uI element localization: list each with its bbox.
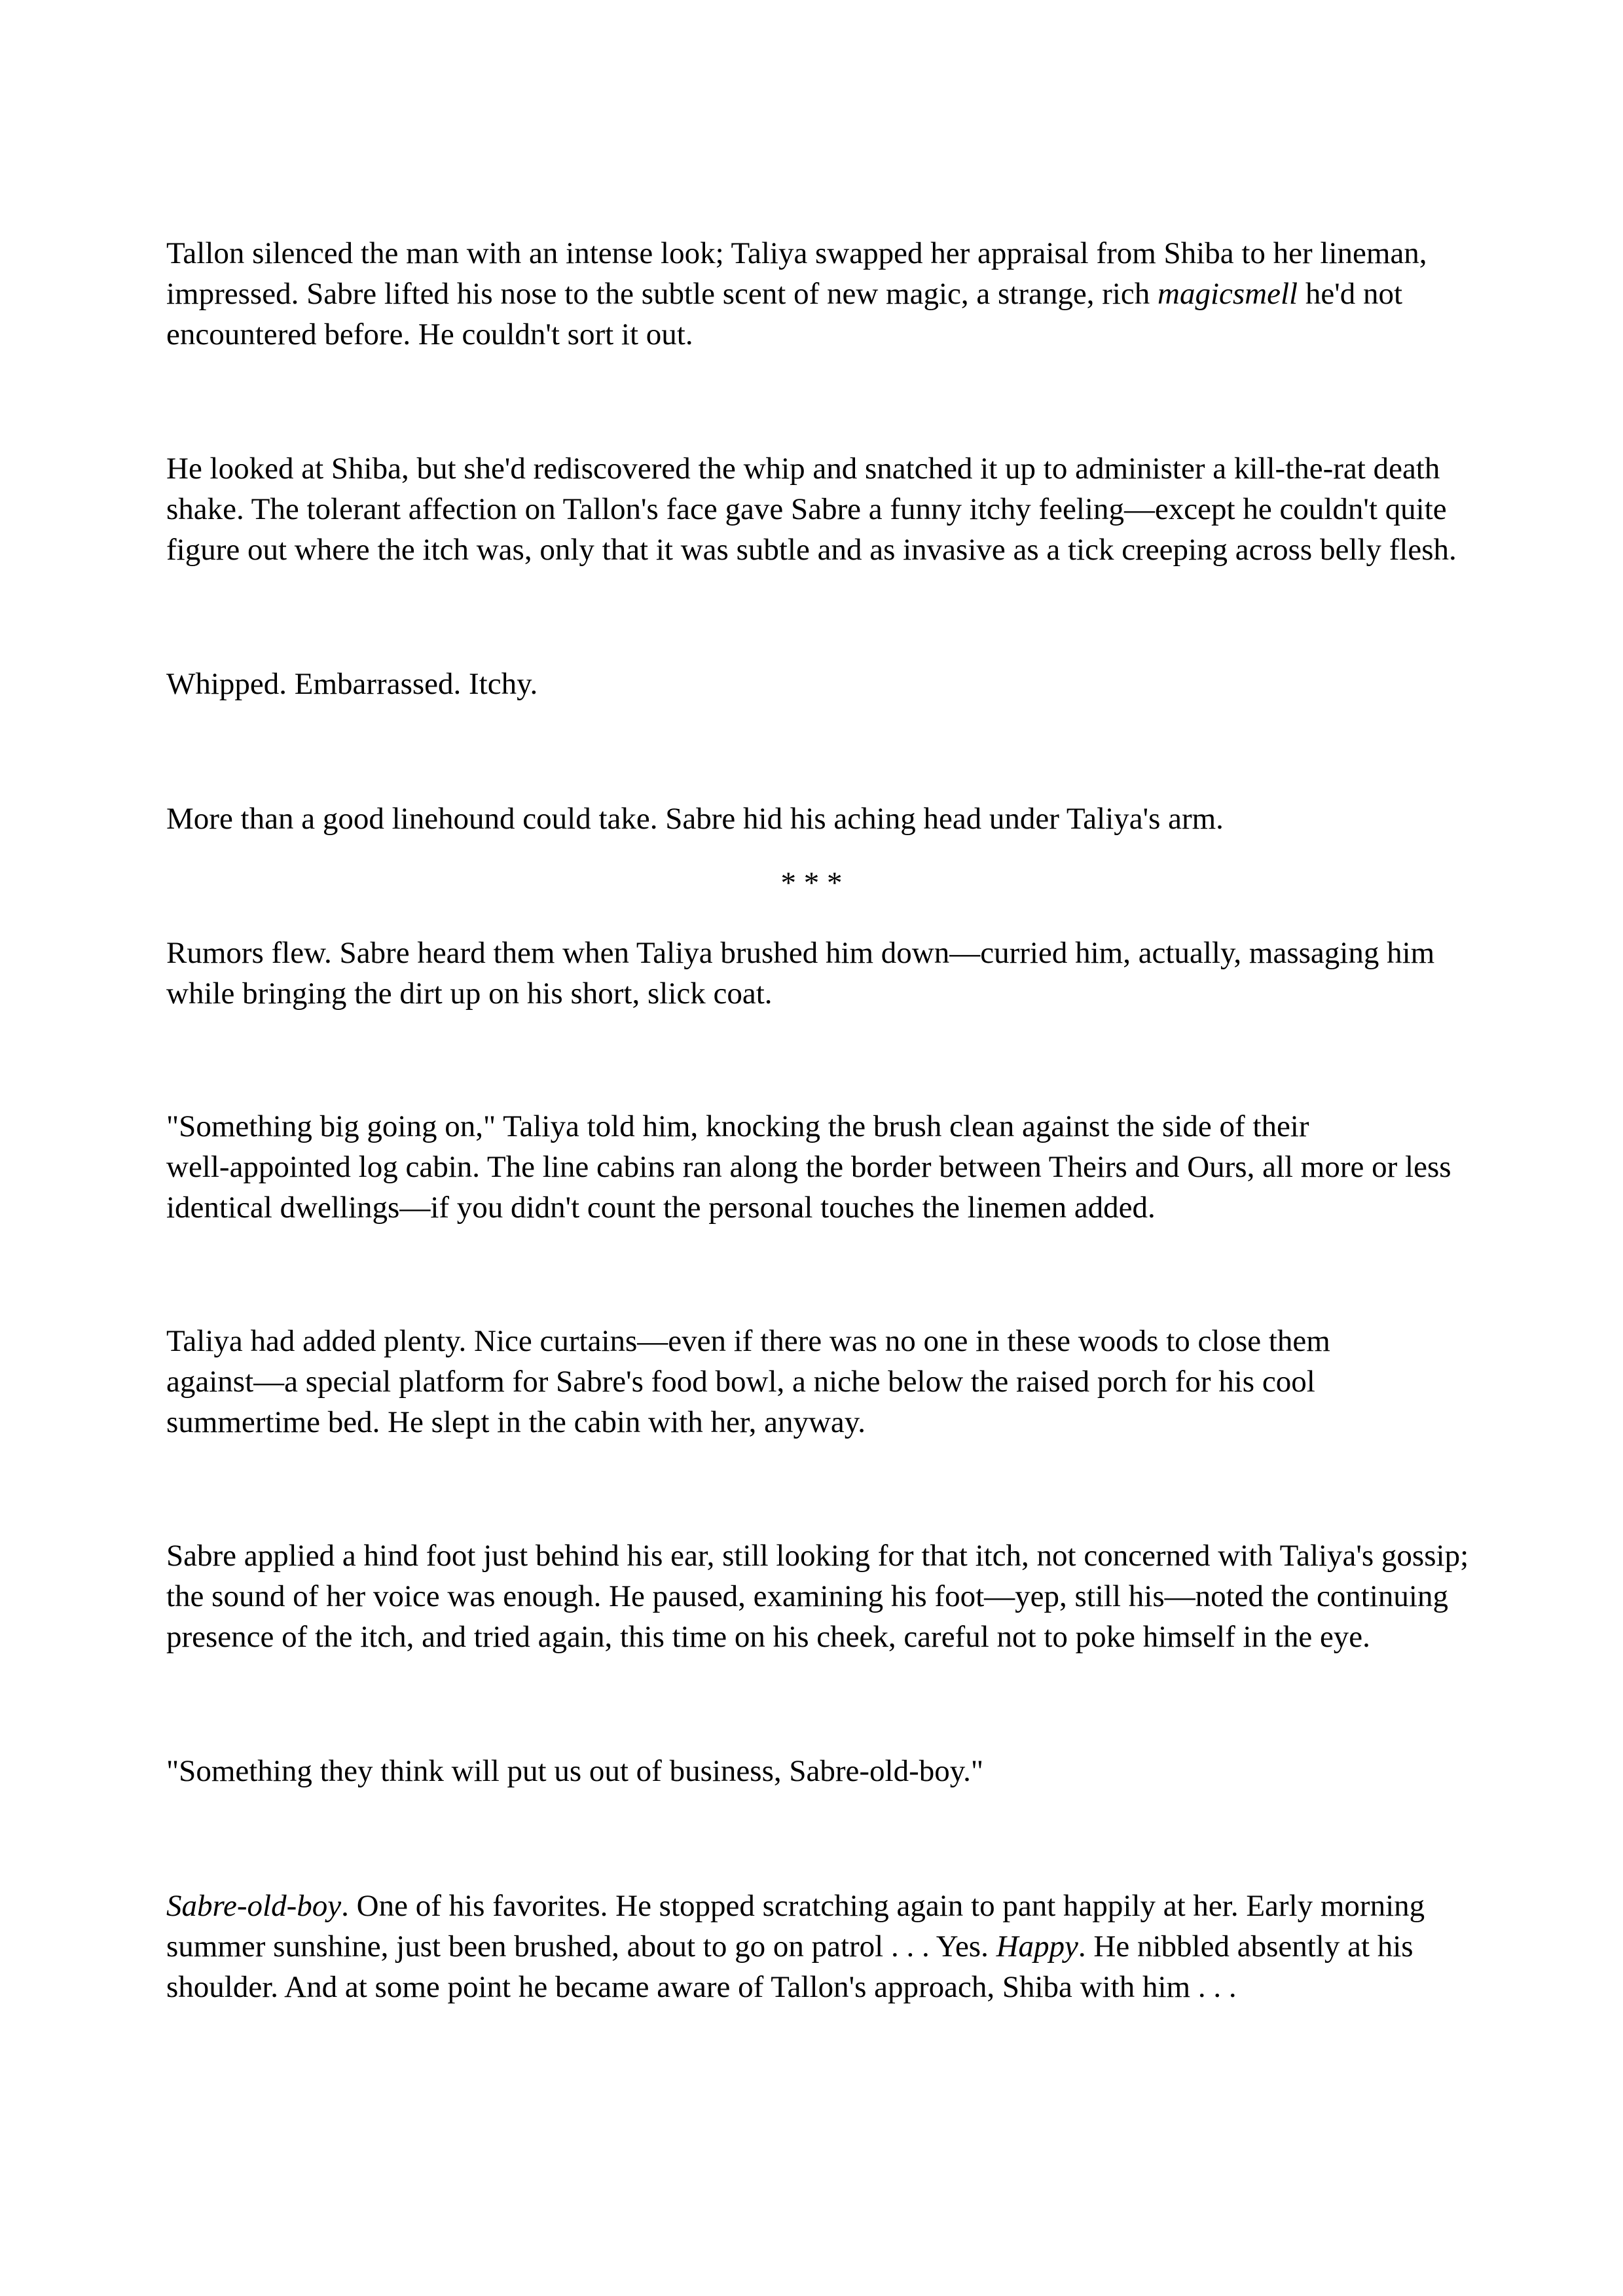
paragraph-3 xyxy=(166,664,1469,704)
italic-text: Happy xyxy=(996,1929,1078,1964)
paragraph-10 xyxy=(166,1886,1469,2007)
text-line: summertime bed. He slept in the cabin with her, anyway. xyxy=(166,1405,866,1439)
text-line: against—a special platform for Sabre's food bowl, a niche below the raised porch for his cool xyxy=(166,1365,1315,1399)
text-line: More than a good linehound could take. Sabre hid his aching head under Taliya's arm. xyxy=(166,802,1224,836)
text-line: "Something big going on," Taliya told him, knocking the brush clean against the side of their xyxy=(166,1109,1309,1143)
text-line: Rumors flew. Sabre heard them when Taliya brushed him down—curried him, actually, massaging him xyxy=(166,936,1435,970)
text-line: impressed. Sabre lifted his nose to the subtle scent of new magic, a strange, rich magicsmell he'd not xyxy=(166,277,1402,311)
paragraph-6 xyxy=(166,1106,1469,1228)
text-line: Sabre-old-boy. One of his favorites. He stopped scratching again to pant happily at her. Early morning xyxy=(166,1889,1425,1923)
text-line: He looked at Shiba, but she'd rediscovered the whip and snatched it up to administer a kill-the-rat death xyxy=(166,452,1440,486)
paragraph-5 xyxy=(166,933,1469,1014)
text-line: presence of the itch, and tried again, this time on his cheek, careful not to poke himself in the eye. xyxy=(166,1620,1370,1654)
italic-text: magicsmell xyxy=(1158,277,1298,311)
paragraph-1 xyxy=(166,233,1469,355)
text-line: shoulder. And at some point he became aware of Tallon's approach, Shiba with him . . . xyxy=(166,1970,1237,2004)
paragraph-9 xyxy=(166,1751,1469,1791)
text-line: "Something they think will put us out of business, Sabre-old-boy." xyxy=(166,1754,984,1788)
text-line: while bringing the dirt up on his short, slick coat. xyxy=(166,977,773,1011)
text-line: Sabre applied a hind foot just behind his ear, still looking for that itch, not concerned with Taliya's gossip; xyxy=(166,1539,1469,1573)
text-line: encountered before. He couldn't sort it out. xyxy=(166,317,693,351)
text-line: Whipped. Embarrassed. Itchy. xyxy=(166,667,538,701)
paragraph-7 xyxy=(166,1321,1469,1443)
italic-text: Sabre-old-boy xyxy=(166,1889,342,1923)
text-line: the sound of her voice was enough. He paused, examining his foot—yep, still his—noted the continuing xyxy=(166,1579,1448,1613)
text-line: identical dwellings—if you didn't count the personal touches the linemen added. xyxy=(166,1191,1156,1225)
scene-break: * * * xyxy=(780,866,843,900)
paragraph-4 xyxy=(166,798,1469,839)
paragraph-8 xyxy=(166,1535,1469,1657)
text-line: summer sunshine, just been brushed, about to go on patrol . . . Yes. Happy. He nibbled absently at his xyxy=(166,1929,1413,1964)
text-line: figure out where the itch was, only that it was subtle and as invasive as a tick creeping across belly flesh. xyxy=(166,533,1457,567)
text-line: Tallon silenced the man with an intense look; Taliya swapped her appraisal from Shiba to her lineman, xyxy=(166,236,1427,270)
text-line: shake. The tolerant affection on Tallon's face gave Sabre a funny itchy feeling—except he couldn't quite xyxy=(166,492,1447,526)
text-line: Taliya had added plenty. Nice curtains—even if there was no one in these woods to close them xyxy=(166,1324,1330,1358)
paragraph-2 xyxy=(166,448,1469,570)
text-line: well-appointed log cabin. The line cabins ran along the border between Theirs and Ours, all more or less xyxy=(166,1150,1451,1184)
